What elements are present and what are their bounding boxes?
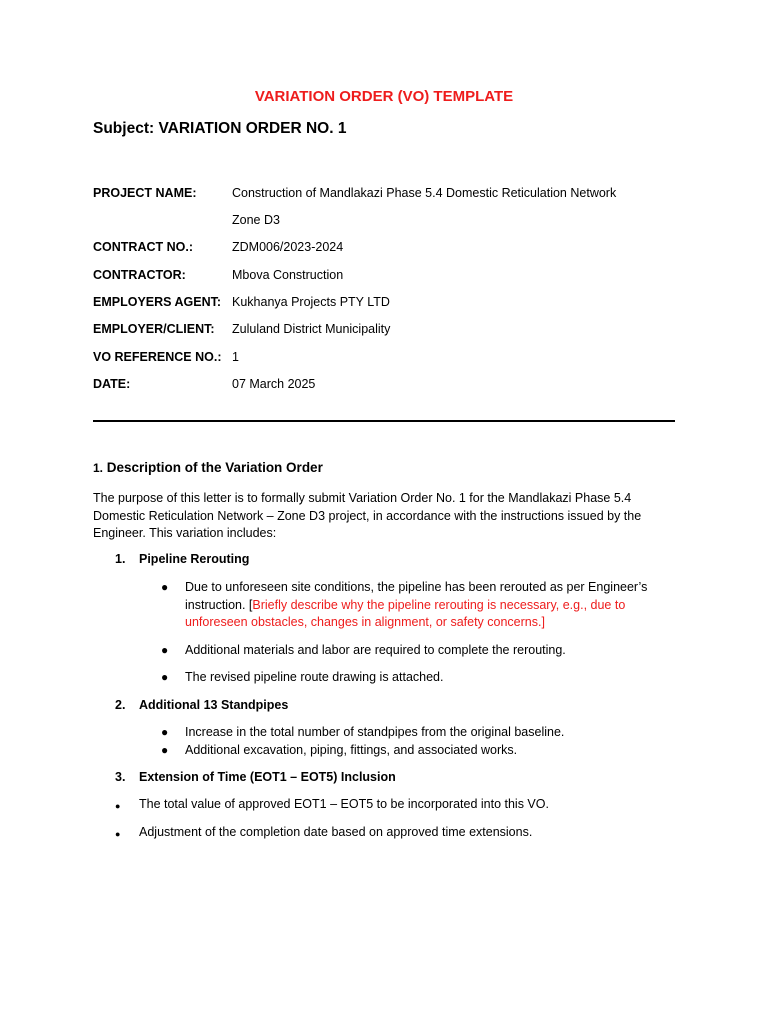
horizontal-divider [93,420,675,422]
bullet-icon: ● [115,801,121,811]
subject-line: Subject: VARIATION ORDER NO. 1 [93,120,347,137]
info-value: ZDM006/2023-2024 [232,240,344,254]
intro-line: Domestic Reticulation Network – Zone D3 project, in accordance with the instructions issued by the [93,508,642,523]
bullet-icon: ● [115,829,121,839]
bullet-placeholder-text: Briefly describe why the pipeline rerouting is necessary, e.g., due to [252,598,626,612]
info-label: CONTRACT NO.: [93,240,193,254]
info-label: EMPLOYER/CLIENT: [93,322,215,336]
bullet-text: Increase in the total number of standpipes from the original baseline. [185,725,565,739]
intro-line: The purpose of this letter is to formally submit Variation Order No. 1 for the Mandlakazi Phase 5.4 [93,491,632,505]
list-title: Pipeline Rerouting [139,552,250,566]
list-number: 3. [115,770,126,784]
bullet-text: Additional excavation, piping, fittings, and associated works. [185,743,518,757]
section-heading [93,460,323,475]
list-item-pipeline-rerouting [115,552,249,566]
bullet-text: The revised pipeline route drawing is attached. [185,670,444,684]
bullet-text: Adjustment of the completion date based on approved time extensions. [139,825,533,839]
info-value: Mbova Construction [232,268,344,282]
info-label: CONTRACTOR: [93,268,186,282]
intro-line: Engineer. This variation includes: [93,526,277,540]
info-label: DATE: [93,377,131,391]
info-label: PROJECT NAME: [93,186,197,200]
intro-paragraph [93,490,683,543]
document-title: VARIATION ORDER (VO) TEMPLATE [254,88,514,105]
bullet-text-line2 [185,597,625,615]
info-value: Zululand District Municipality [232,322,391,336]
section-title: Description of the Variation Order [106,460,323,475]
info-label: VO REFERENCE NO.: [93,350,222,364]
bullet-placeholder-text: unforeseen obstacles, changes in alignment, or safety concerns.] [185,615,545,629]
bullet-icon: ● [161,643,169,657]
bullet-text: Additional materials and labor are required to complete the rerouting. [185,643,566,657]
bullet-text-plain: instruction. [ [185,598,253,612]
bullet-text: The total value of approved EOT1 – EOT5 to be incorporated into this VO. [139,797,549,811]
bullet-icon: ● [161,670,169,684]
bullet-text: Due to unforeseen site conditions, the pipeline has been rerouted as per Engineer’s [185,580,648,594]
info-value: Zone D3 [232,213,280,227]
list-item-extension-of-time [115,770,396,784]
info-value: Kukhanya Projects PTY LTD [232,295,390,309]
list-title: Extension of Time (EOT1 – EOT5) Inclusion [139,770,396,784]
bullet-icon: ● [161,725,169,739]
list-item-additional-standpipes [115,698,288,712]
list-title: Additional 13 Standpipes [139,698,289,712]
bullet-icon: ● [161,743,169,757]
list-number: 1. [115,552,126,566]
info-value: 1 [232,350,239,364]
info-value: Construction of Mandlakazi Phase 5.4 Domestic Reticulation Network [232,186,617,200]
info-value: 07 March 2025 [232,377,316,391]
list-number: 2. [115,698,126,712]
bullet-icon: ● [161,580,169,594]
info-label: EMPLOYERS AGENT: [93,295,222,309]
section-number: 1. [93,461,104,475]
